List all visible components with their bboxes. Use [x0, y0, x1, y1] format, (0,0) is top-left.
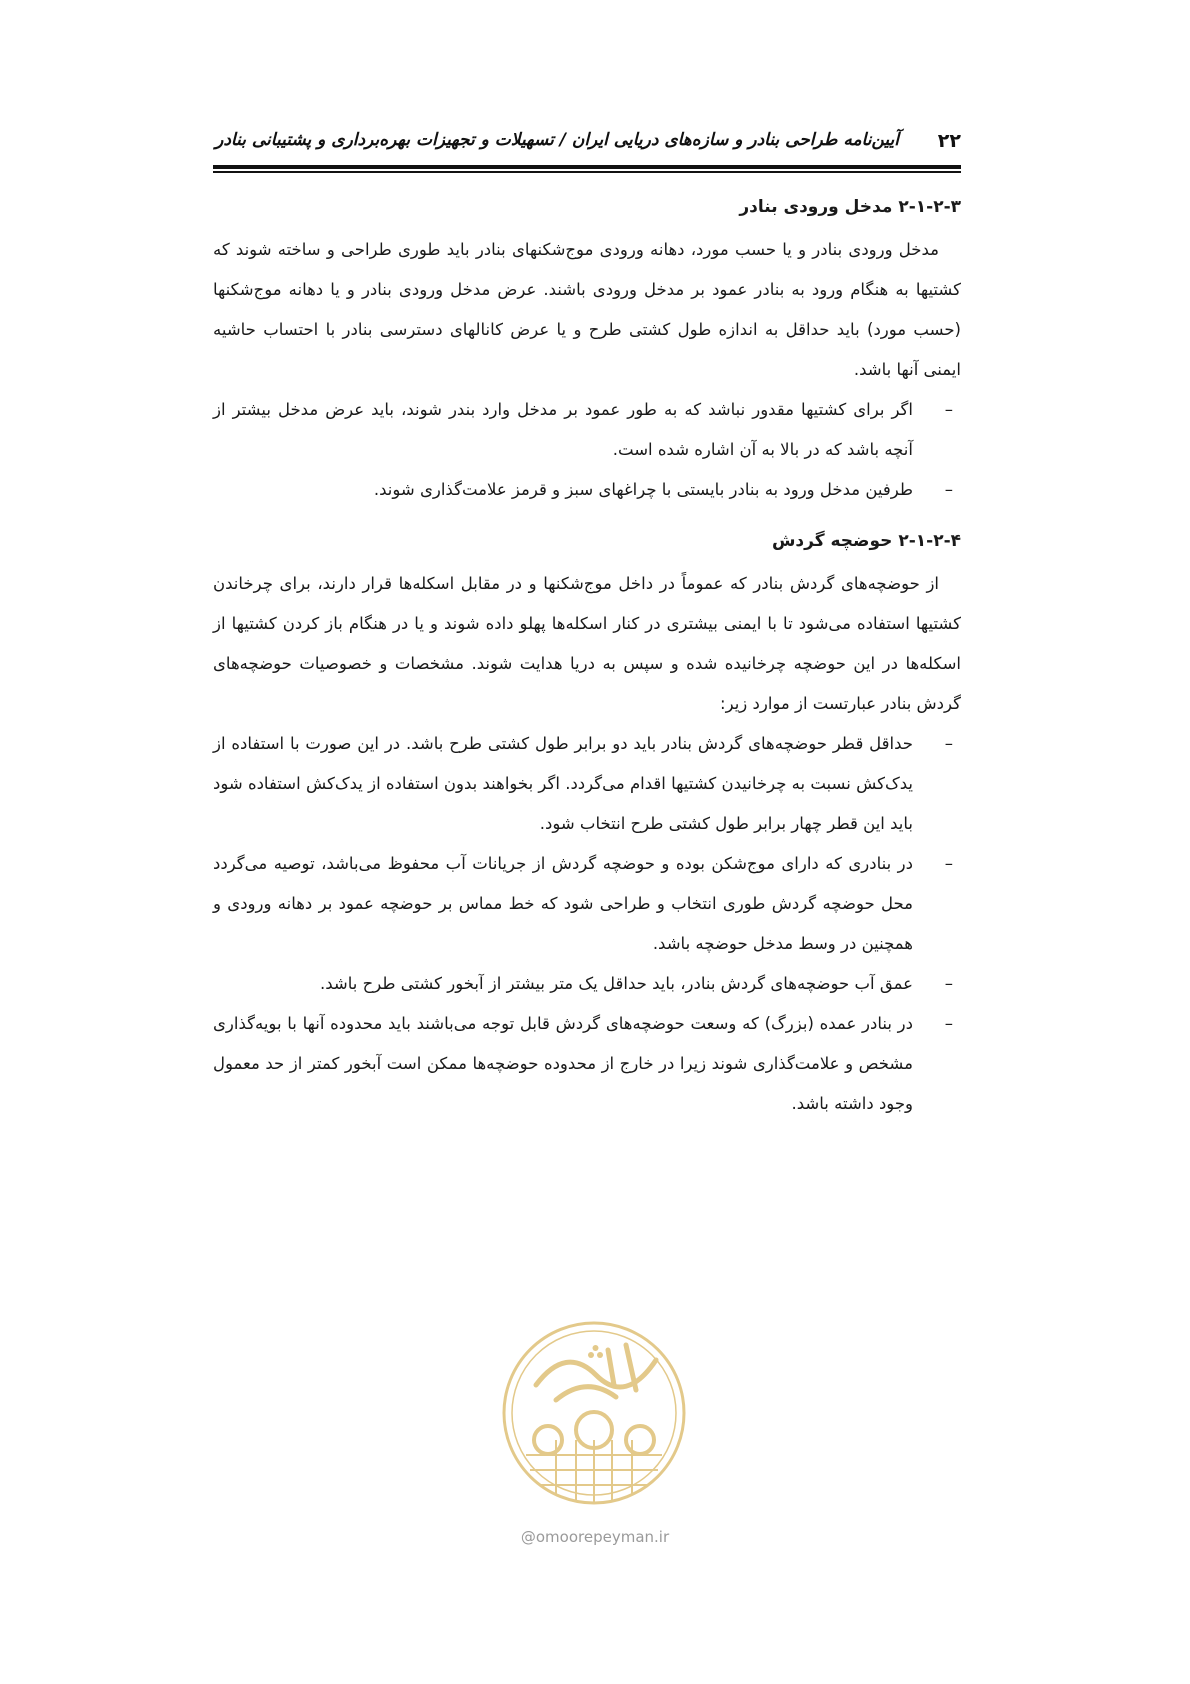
- gear-icon: [534, 1426, 562, 1454]
- list-item-text: در بنادر عمده (بزرگ) که وسعت حوضچه‌های گردش قابل توجه می‌باشند باید محدوده آنها با بویه‌گذاری مشخص و علامت‌گذاری شوند زیرا در خارج از محدوده حوضچه‌ها ممکن است آبخور کمتر از حد معمول وجود داشته باشد.: [213, 1014, 913, 1113]
- logo-dots: [588, 1345, 603, 1358]
- bullet-dash: –: [944, 854, 953, 873]
- header-rule-thin: [213, 171, 961, 173]
- running-title: آیین‌نامه طراحی بنادر و سازه‌های دریایی ایران / تسهیلات و تجهیزات بهره‌برداری و پشتیبانی بنادر: [215, 130, 899, 150]
- list-item-text: در بنادری که دارای موج‌شکن بوده و حوضچه گردش از جریانات آب محفوظ می‌باشد، توصیه می‌گردد محل حوضچه گردش طوری انتخاب و طراحی شود که خط مماس بر حوضچه عمود بر دهانه ورودی و همچنین در وسط مدخل حوضچه باشد.: [213, 854, 913, 953]
- watermark-url: @omoorepeyman.ir: [520, 1528, 670, 1546]
- bullet-list-turning-basin: [213, 724, 961, 1124]
- list-item-text: طرفین مدخل ورود به بنادر بایستی با چراغهای سبز و قرمز علامت‌گذاری شوند.: [373, 480, 913, 499]
- logo-calligraphy: [536, 1345, 656, 1400]
- bullet-list-entrance: [213, 390, 961, 510]
- gear-icon: [626, 1426, 654, 1454]
- main-content: [213, 190, 961, 1124]
- list-item: [213, 470, 961, 510]
- list-item: [213, 964, 961, 1004]
- page-number: ۲۲: [937, 130, 961, 152]
- list-item: [213, 390, 961, 470]
- section-title-turning-basin: ۲-۱-۲-۴ حوضچه گردش: [771, 531, 961, 551]
- bullet-dash: –: [944, 480, 953, 499]
- list-item-text: عمق آب حوضچه‌های گردش بنادر، باید حداقل یک متر بیشتر از آبخور کشتی طرح باشد.: [319, 974, 913, 993]
- list-item: [213, 724, 961, 844]
- bullet-dash: –: [944, 400, 953, 419]
- section-title-entrance: ۲-۱-۲-۳ مدخل ورودی بنادر: [739, 197, 961, 217]
- watermark-logo: [496, 1305, 692, 1525]
- section-gap: [213, 510, 961, 524]
- list-item: [213, 1004, 961, 1124]
- list-item: [213, 844, 961, 964]
- list-item-text: اگر برای کشتیها مقدور نباشد که به طور عمود بر مدخل وارد بندر شوند، باید عرض مدخل بیشتر از آنچه باشد که در بالا به آن اشاره شده است.: [213, 400, 913, 459]
- section-paragraph-entrance: مدخل ورودی بنادر و یا حسب مورد، دهانه ورودی موج‌شکنهای بنادر باید طوری طراحی و ساخته شوند که کشتیها به هنگام ورود به بنادر عمود بر مدخل ورودی باشند. عرض مدخل ورودی بنادر و یا دهانه موج‌شکنها (حسب مورد) باید حداقل به اندازه طول کشتی طرح و یا عرض کانالهای دسترسی بنادر با احتساب حاشیه ایمنی آنها باشد.: [213, 240, 961, 379]
- bullet-dash: –: [944, 734, 953, 753]
- section-paragraph-turning-basin: از حوضچه‌های گردش بنادر که عموماً در داخل موج‌شکنها و در مقابل اسکله‌ها قرار دارند، برای چرخاندن کشتیها استفاده می‌شود تا با ایمنی بیشتری در کنار اسکله‌ها پهلو داده شوند و یا در هنگام باز کردن کشتیها از اسکله‌ها در این حوضچه چرخانیده شده و سپس به دریا هدایت شوند. مشخصات و خصوصیات حوضچه‌های گردش بنادر عبارتست از موارد زیر:: [213, 574, 961, 713]
- list-item-text: حداقل قطر حوضچه‌های گردش بنادر باید دو برابر طول کشتی طرح باشد. در این صورت با استفاده از یدک‌کش نسبت به چرخانیدن کشتیها اقدام می‌گردد. اگر بخواهند بدون استفاده از یدک‌کش استفاده شود باید این قطر چهار برابر طول کشتی طرح انتخاب شود.: [213, 734, 913, 833]
- bullet-dash: –: [944, 974, 953, 993]
- bullet-dash: –: [944, 1014, 953, 1033]
- header-rule-thick: [213, 165, 961, 169]
- page-header: [213, 128, 961, 158]
